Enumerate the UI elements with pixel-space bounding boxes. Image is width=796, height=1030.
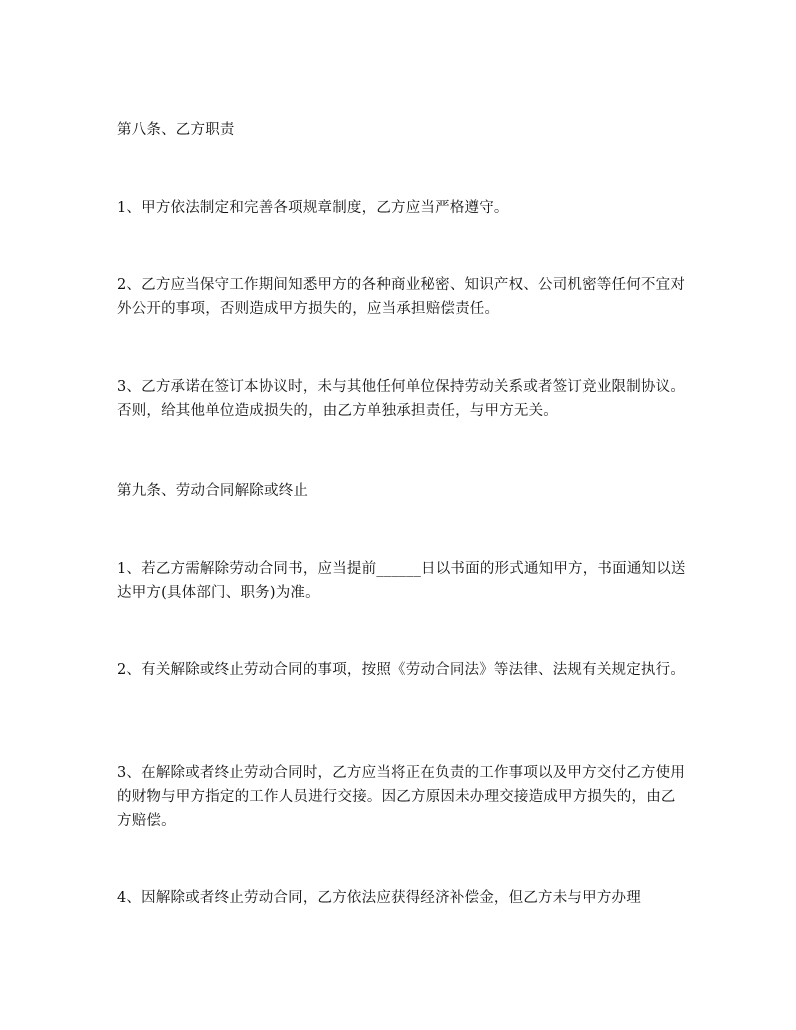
article-8-item-3: 3、乙方承诺在签订本协议时，未与其他任何单位保持劳动关系或者签订竞业限制协议。否则，给其他单位造成损失的，由乙方单独承担责任，与甲方无关。 [117,379,686,419]
article-8-item-1: 1、甲方依法制定和完善各项规章制度，乙方应当严格遵守。 [117,200,509,216]
article-9-item-2: 2、有关解除或终止劳动合同的事项，按照《劳动合同法》等法律、法规有关规定执行。 [117,662,686,678]
article-9-heading: 第九条、劳动合同解除或终止 [117,483,309,499]
article-9-item-4: 4、因解除或者终止劳动合同，乙方依法应获得经济补偿金，但乙方未与甲方办理 [117,890,641,906]
article-9-item-3: 3、在解除或者终止劳动合同时，乙方应当将正在负责的工作事项以及甲方交付乙方使用的财物与甲方指定的工作人员进行交接。因乙方原因未办理交接造成甲方损失的，由乙方赔偿。 [117,765,686,829]
article-8-item-2: 2、乙方应当保守工作期间知悉甲方的各种商业秘密、知识产权、公司机密等任何不宜对外公开的事项，否则造成甲方损失的，应当承担赔偿责任。 [117,277,686,317]
article-9-item-1: 1、若乙方需解除劳动合同书，应当提前______日以书面的形式通知甲方，书面通知以送达甲方(具体部门、职务)为准。 [117,561,686,601]
article-8-heading: 第八条、乙方职责 [117,122,235,138]
